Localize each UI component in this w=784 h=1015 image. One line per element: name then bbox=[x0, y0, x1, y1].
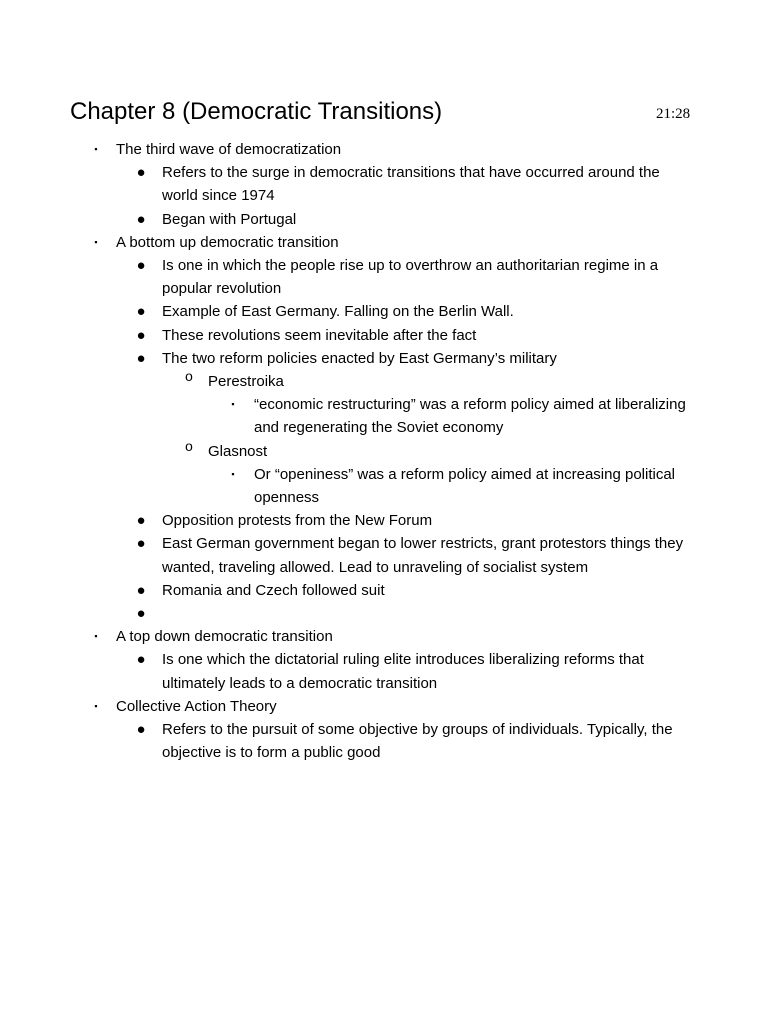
outline-item-text: A top down democratic transition bbox=[116, 628, 333, 646]
outline-item-text: Is one which the dictatorial ruling elite introduces liberalizing reforms that ultimately leads to a democratic transition bbox=[162, 651, 644, 692]
square-bullet-icon: ▪ bbox=[94, 236, 98, 247]
outline-item-text: “economic restructuring” was a reform policy aimed at liberalizing and regenerating the Soviet economy bbox=[254, 396, 686, 437]
outline-item-text: Refers to the surge in democratic transitions that have occurred around the world since 1974 bbox=[162, 164, 660, 205]
outline-item-text: Glasnost bbox=[208, 442, 268, 460]
outline-item-level-2 bbox=[0, 718, 784, 764]
outline-item-level-2 bbox=[0, 648, 784, 694]
outline-item-level-2 bbox=[0, 208, 784, 231]
outline-item-text: The third wave of democratization bbox=[116, 141, 342, 158]
outline-item-level-2 bbox=[0, 161, 784, 207]
outline-item-text: The two reform policies enacted by East Germany’s military bbox=[162, 349, 557, 367]
outline-item-text: Romania and Czech followed suit bbox=[162, 581, 385, 599]
round-bullet-icon: ● bbox=[136, 721, 146, 739]
round-bullet-icon: ● bbox=[136, 535, 146, 553]
round-bullet-icon: ● bbox=[136, 257, 146, 275]
round-bullet-icon: ● bbox=[136, 605, 146, 623]
outline-item-level-3 bbox=[0, 370, 784, 393]
outline-item-level-2 bbox=[0, 347, 784, 370]
round-bullet-icon: ● bbox=[136, 303, 146, 321]
round-bullet-icon: ● bbox=[136, 210, 146, 228]
outline-item-text: Opposition protests from the New Forum bbox=[162, 512, 433, 530]
open-circle-bullet-icon: o bbox=[184, 370, 194, 387]
outline-item-text: A bottom up democratic transition bbox=[116, 233, 339, 251]
round-bullet-icon: ● bbox=[136, 651, 146, 669]
outline-item-level-2 bbox=[0, 300, 784, 323]
notes-outline bbox=[0, 138, 784, 764]
outline-item-level-4 bbox=[0, 463, 784, 509]
outline-item-level-4 bbox=[0, 393, 784, 439]
outline-item-text: Collective Action Theory bbox=[116, 697, 277, 715]
round-bullet-icon: ● bbox=[136, 512, 146, 530]
outline-item-level-2 bbox=[0, 254, 784, 300]
timestamp: 21:28 bbox=[656, 106, 691, 122]
outline-item-level-1 bbox=[0, 138, 784, 161]
square-bullet-icon: ▪ bbox=[94, 631, 98, 642]
outline-item-text: These revolutions seem inevitable after the fact bbox=[162, 326, 477, 344]
outline-item-text: Refers to the pursuit of some objective by groups of individuals. Typically, the objective is to form a public good bbox=[162, 721, 673, 762]
outline-item-level-1 bbox=[0, 695, 784, 718]
outline-item-text: Example of East Germany. Falling on the Berlin Wall. bbox=[162, 303, 514, 321]
outline-item-level-1 bbox=[0, 625, 784, 648]
outline-item-level-3 bbox=[0, 440, 784, 463]
outline-item-text: Perestroika bbox=[208, 373, 284, 391]
outline-item-level-2 bbox=[0, 602, 784, 625]
square-bullet-icon: ▪ bbox=[94, 700, 98, 711]
round-bullet-icon: ● bbox=[136, 164, 146, 182]
round-bullet-icon: ● bbox=[136, 326, 146, 344]
outline-item-text: East German government began to lower restricts, grant protestors things they wanted, traveling allowed. Lead to unraveling of socialist system bbox=[162, 535, 684, 576]
outline-item-level-2 bbox=[0, 509, 784, 532]
outline-item-level-2 bbox=[0, 579, 784, 602]
square-bullet-icon: ▪ bbox=[94, 144, 98, 154]
outline-item-text: Or “openiness” was a reform policy aimed at increasing political openness bbox=[254, 465, 676, 507]
outline-item-level-2 bbox=[0, 324, 784, 347]
outline-item-level-1 bbox=[0, 231, 784, 254]
open-circle-bullet-icon: o bbox=[184, 439, 194, 456]
outline-item-text: Began with Portugal bbox=[162, 210, 297, 228]
outline-item-text: Is one in which the people rise up to overthrow an authoritarian regime in a popular revolution bbox=[162, 257, 659, 298]
round-bullet-icon: ● bbox=[136, 349, 146, 367]
outline-item-level-2 bbox=[0, 532, 784, 578]
page-title: Chapter 8 (Democratic Transitions) bbox=[70, 98, 443, 125]
round-bullet-icon: ● bbox=[136, 581, 146, 599]
square-bullet-icon: ▪ bbox=[231, 399, 235, 410]
square-bullet-icon: ▪ bbox=[231, 468, 235, 479]
